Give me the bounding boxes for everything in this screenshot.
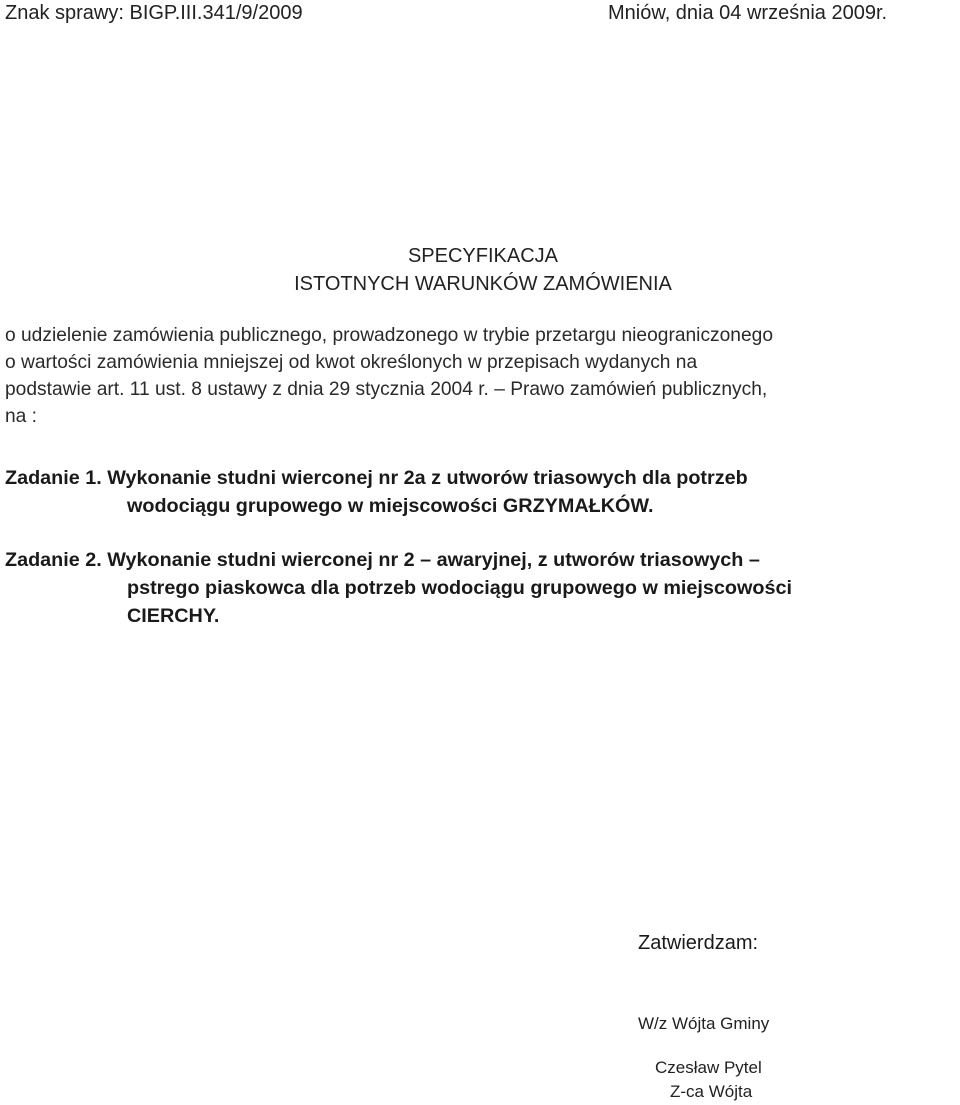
place-and-date: Mniów, dnia 04 września 2009r. xyxy=(608,2,888,24)
intro-line: o udzielenie zamówienia publicznego, prowadzonego w trybie przetargu nieograniczonego xyxy=(5,325,773,346)
intro-line: na : xyxy=(5,406,38,427)
task-2 xyxy=(5,546,792,630)
intro-paragraph xyxy=(5,322,773,430)
document-title: SPECYFIKACJA xyxy=(407,245,559,267)
signatory-name: Czesław Pytel xyxy=(655,1058,762,1077)
case-number: Znak sprawy: BIGP.III.341/9/2009 xyxy=(5,2,303,24)
task-line: Zadanie 2. Wykonanie studni wierconej nr 2 – awaryjnej, z utworów triasowych – xyxy=(5,549,760,571)
task-1 xyxy=(5,464,748,520)
signatory-position: Z-ca Wójta xyxy=(670,1082,753,1101)
signatory-on-behalf: W/z Wójta Gminy xyxy=(638,1014,770,1033)
task-line: wodociągu grupowego w miejscowości GRZYMAŁKÓW. xyxy=(127,495,654,517)
intro-line: o wartości zamówienia mniejszej od kwot określonych w przepisach wydanych na xyxy=(5,352,698,373)
document-subtitle: ISTOTNYCH WARUNKÓW ZAMÓWIENIA xyxy=(294,273,672,295)
approval-label: Zatwierdzam: xyxy=(638,932,759,954)
task-line: Zadanie 1. Wykonanie studni wierconej nr 2a z utworów triasowych dla potrzeb xyxy=(5,467,748,489)
task-line: pstrego piaskowca dla potrzeb wodociągu grupowego w miejscowości xyxy=(127,577,792,599)
task-line: CIERCHY. xyxy=(127,605,220,627)
intro-line: podstawie art. 11 ust. 8 ustawy z dnia 29 stycznia 2004 r. – Prawo zamówień publicznych, xyxy=(5,379,768,400)
